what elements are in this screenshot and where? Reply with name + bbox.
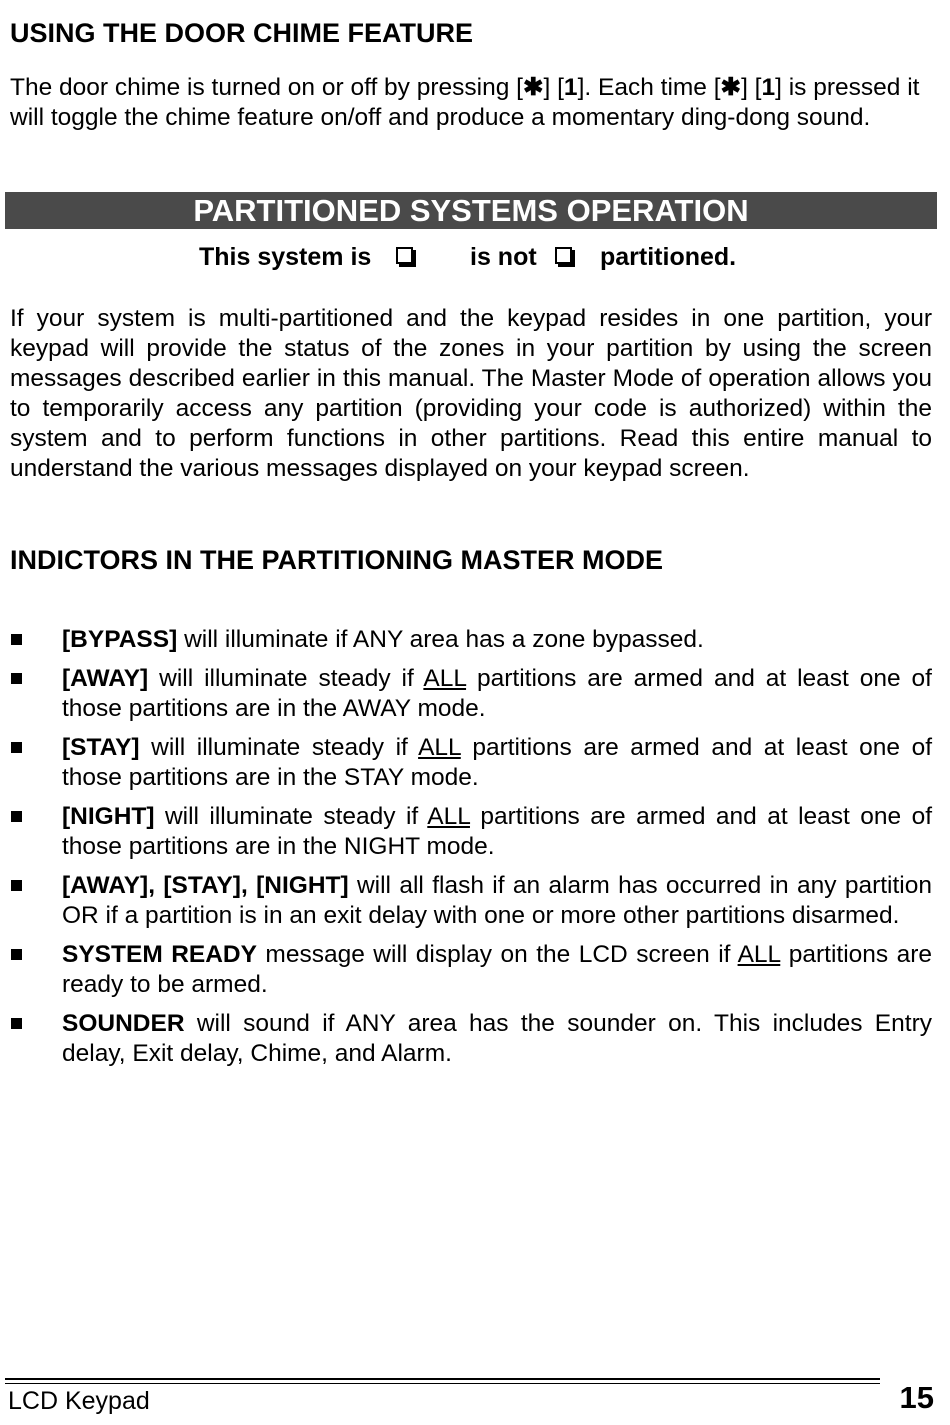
- list-item: [AWAY] will illuminate steady if ALL partitions are armed and at least one of those partitions are in the AWAY mode.: [0, 664, 950, 724]
- indicators-heading: INDICTORS IN THE PARTITIONING MASTER MODE: [10, 545, 664, 575]
- square-bullet-icon: [11, 1018, 22, 1029]
- door-chime-heading: USING THE DOOR CHIME FEATURE: [10, 18, 474, 48]
- list-item: SOUNDER will sound if ANY area has the sounder on. This includes Entry delay, Exit delay, Chime, and Alarm.: [0, 1009, 950, 1069]
- system-is-label: This system is: [199, 243, 372, 271]
- one-key: 1: [563, 74, 578, 101]
- star-key: ✱: [720, 74, 742, 101]
- star-key: ✱: [522, 74, 544, 101]
- partitioned-systems-banner: PARTITIONED SYSTEMS OPERATION: [5, 192, 937, 229]
- footer-rule: [5, 1378, 880, 1380]
- list-item: [NIGHT] will illuminate steady if ALL partitions are armed and at least one of those partitions are in the NIGHT mode.: [0, 802, 950, 862]
- one-key: 1: [761, 74, 776, 101]
- square-bullet-icon: [11, 811, 22, 822]
- is-not-partitioned-checkbox: [555, 247, 572, 264]
- square-bullet-icon: [11, 949, 22, 960]
- indicator-list: [0, 625, 950, 1078]
- is-partitioned-checkbox: [396, 247, 413, 264]
- partitioned-label: partitioned.: [600, 243, 737, 271]
- door-chime-paragraph: The door chime is turned on or off by pressing [✱] [1]. Each time [✱] [1] is pressed it will toggle the chime feature on/off and produce a momentary ding-dong sound.: [10, 74, 920, 131]
- list-item: [AWAY], [STAY], [NIGHT] will all flash if an alarm has occurred in any partition OR if a partition is in an exit delay with one or more other partitions disarmed.: [0, 871, 950, 931]
- square-bullet-icon: [11, 634, 22, 645]
- partitioned-paragraph: If your system is multi-partitioned and the keypad resides in one partition, your keypad will provide the status of the zones in your partition by using the screen messages described earlier in this manual. The Master Mode of operation allows you to temporarily access any partition (providing your code is authorized) within the system and to perform functions in other partitions. Read this entire manual to understand the various messages displayed on your keypad screen.: [10, 305, 932, 482]
- is-not-label: is not: [470, 243, 537, 271]
- footer-title: LCD Keypad: [8, 1387, 150, 1415]
- list-item: [STAY] will illuminate steady if ALL partitions are armed and at least one of those partitions are in the STAY mode.: [0, 733, 950, 793]
- footer-rule: [5, 1383, 880, 1384]
- square-bullet-icon: [11, 880, 22, 891]
- list-item: [BYPASS] will illuminate if ANY area has a zone bypassed.: [0, 625, 950, 655]
- square-bullet-icon: [11, 742, 22, 753]
- list-item: SYSTEM READY message will display on the LCD screen if ALL partitions are ready to be armed.: [0, 940, 950, 1000]
- page-number: 15: [899, 1380, 934, 1415]
- square-bullet-icon: [11, 673, 22, 684]
